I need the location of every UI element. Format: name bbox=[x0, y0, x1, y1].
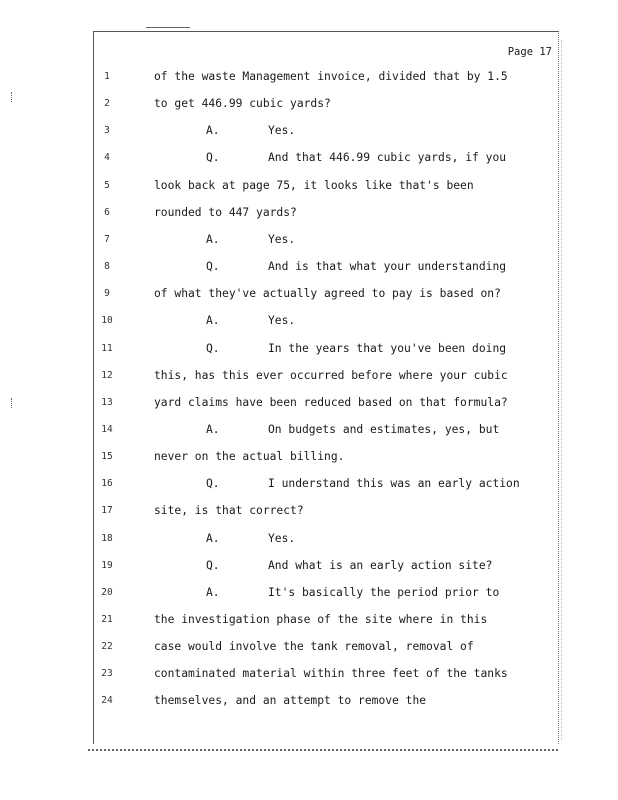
line-number: 1 bbox=[104, 71, 110, 82]
line-text bbox=[206, 312, 295, 330]
speaker-label: Q. bbox=[206, 151, 220, 165]
line-content: the investigation phase of the site where in this bbox=[154, 613, 488, 626]
line-number: 3 bbox=[104, 125, 110, 137]
line-content: Yes. bbox=[268, 314, 296, 328]
line-content: to get 446.99 cubic yards? bbox=[154, 97, 331, 111]
line-number: 8 bbox=[104, 261, 110, 273]
line-content: I understand this was an early action bbox=[268, 477, 520, 491]
transcript-line bbox=[94, 312, 558, 330]
top-edge-mark bbox=[146, 27, 190, 28]
line-content: And that 446.99 cubic yards, if you bbox=[268, 151, 507, 165]
line-text bbox=[206, 584, 499, 602]
line-text bbox=[206, 530, 295, 548]
transcript-line bbox=[94, 367, 558, 385]
speaker-label: Q. bbox=[206, 260, 220, 274]
line-content: contaminated material within three feet of the tanks bbox=[154, 667, 508, 681]
line-number: 23 bbox=[101, 668, 113, 680]
line-content: case would involve the tank removal, removal of bbox=[154, 640, 474, 654]
margin-tick bbox=[11, 92, 13, 102]
transcript-line bbox=[94, 557, 558, 575]
transcript-line bbox=[94, 95, 558, 113]
line-text bbox=[206, 258, 506, 276]
line-number: 24 bbox=[101, 695, 113, 707]
transcript-line bbox=[94, 638, 558, 656]
line-content: Yes. bbox=[268, 124, 296, 138]
line-content: And is that what your understanding bbox=[268, 260, 507, 274]
line-content: And what is an early action site? bbox=[268, 558, 493, 572]
line-text bbox=[154, 204, 297, 222]
line-text bbox=[154, 448, 344, 466]
line-text bbox=[154, 638, 474, 656]
line-text bbox=[154, 665, 508, 683]
transcript-page bbox=[93, 31, 559, 744]
transcript-line bbox=[94, 448, 558, 466]
line-text bbox=[206, 340, 506, 358]
line-content: rounded to 447 yards? bbox=[154, 205, 297, 219]
line-content: It's basically the period prior to bbox=[268, 585, 500, 599]
line-content: yard claims have been reduced based on that formula? bbox=[154, 395, 508, 409]
line-text bbox=[206, 149, 506, 167]
speaker-label: A. bbox=[206, 531, 220, 545]
line-number: 12 bbox=[101, 369, 113, 381]
line-text bbox=[154, 285, 501, 303]
line-content: Yes. bbox=[268, 232, 296, 246]
line-content: site, is that correct? bbox=[154, 504, 304, 518]
line-text bbox=[154, 502, 304, 520]
line-text bbox=[154, 611, 487, 629]
line-text bbox=[154, 367, 508, 385]
speaker-label: A. bbox=[206, 422, 220, 436]
line-text bbox=[154, 177, 474, 195]
line-number: 7 bbox=[104, 233, 110, 245]
line-number: 15 bbox=[101, 451, 113, 463]
margin-tick bbox=[11, 398, 13, 408]
line-text bbox=[206, 421, 499, 439]
transcript-line bbox=[94, 258, 558, 276]
transcript-line bbox=[94, 204, 558, 222]
line-number: 21 bbox=[101, 614, 113, 625]
line-text bbox=[154, 692, 426, 710]
line-text bbox=[206, 122, 295, 140]
transcript-line bbox=[94, 611, 558, 629]
line-content: this, has this ever occurred before where your cubic bbox=[154, 368, 508, 382]
line-number: 13 bbox=[101, 396, 113, 408]
line-text bbox=[206, 475, 520, 493]
line-content: Yes. bbox=[268, 531, 296, 545]
line-content: On budgets and estimates, yes, but bbox=[268, 422, 500, 436]
transcript-line bbox=[94, 394, 558, 412]
line-content: of what they've actually agreed to pay is based on? bbox=[154, 287, 501, 301]
transcript-line bbox=[94, 68, 558, 86]
transcript-line bbox=[94, 665, 558, 683]
line-number: 6 bbox=[104, 206, 110, 218]
line-number: 4 bbox=[104, 152, 110, 164]
speaker-label: Q. bbox=[206, 477, 220, 491]
transcript-line bbox=[94, 584, 558, 602]
transcript-line bbox=[94, 421, 558, 439]
line-content: themselves, and an attempt to remove the bbox=[154, 694, 427, 708]
line-text bbox=[206, 557, 492, 575]
transcript-line bbox=[94, 692, 558, 710]
transcript-line bbox=[94, 285, 558, 303]
line-number: 19 bbox=[101, 559, 113, 571]
line-number: 18 bbox=[101, 532, 113, 544]
speaker-label: A. bbox=[206, 585, 220, 599]
transcript-line bbox=[94, 530, 558, 548]
page-number: Page 17 bbox=[507, 46, 552, 58]
line-content: look back at page 75, it looks like that's been bbox=[154, 178, 474, 192]
transcript-line bbox=[94, 340, 558, 358]
transcript-line bbox=[94, 475, 558, 493]
line-text bbox=[154, 394, 508, 412]
speaker-label: Q. bbox=[206, 341, 220, 355]
transcript-line bbox=[94, 502, 558, 520]
line-text bbox=[206, 231, 295, 249]
line-text bbox=[154, 95, 331, 113]
bottom-rule bbox=[88, 749, 558, 751]
line-number: 22 bbox=[101, 641, 113, 653]
line-content: In the years that you've been doing bbox=[268, 341, 507, 355]
speaker-label: A. bbox=[206, 314, 220, 328]
line-content: of the waste Management invoice, divided that by 1.5 bbox=[154, 70, 508, 83]
line-number: 17 bbox=[101, 505, 113, 517]
line-number: 9 bbox=[104, 288, 110, 300]
line-number: 14 bbox=[101, 423, 113, 435]
transcript-line bbox=[94, 177, 558, 195]
line-number: 5 bbox=[104, 179, 110, 191]
speaker-label: A. bbox=[206, 124, 220, 138]
line-number: 16 bbox=[101, 478, 113, 490]
line-number: 20 bbox=[101, 586, 113, 598]
transcript-line bbox=[94, 231, 558, 249]
line-text bbox=[154, 68, 508, 86]
speaker-label: A. bbox=[206, 232, 220, 246]
line-content: never on the actual billing. bbox=[154, 450, 345, 464]
line-number: 11 bbox=[101, 342, 113, 354]
transcript-line bbox=[94, 149, 558, 167]
line-number: 2 bbox=[104, 98, 110, 110]
speaker-label: Q. bbox=[206, 558, 220, 572]
scan-artifact-line bbox=[561, 40, 562, 740]
transcript-line bbox=[94, 122, 558, 140]
line-number: 10 bbox=[101, 315, 113, 327]
